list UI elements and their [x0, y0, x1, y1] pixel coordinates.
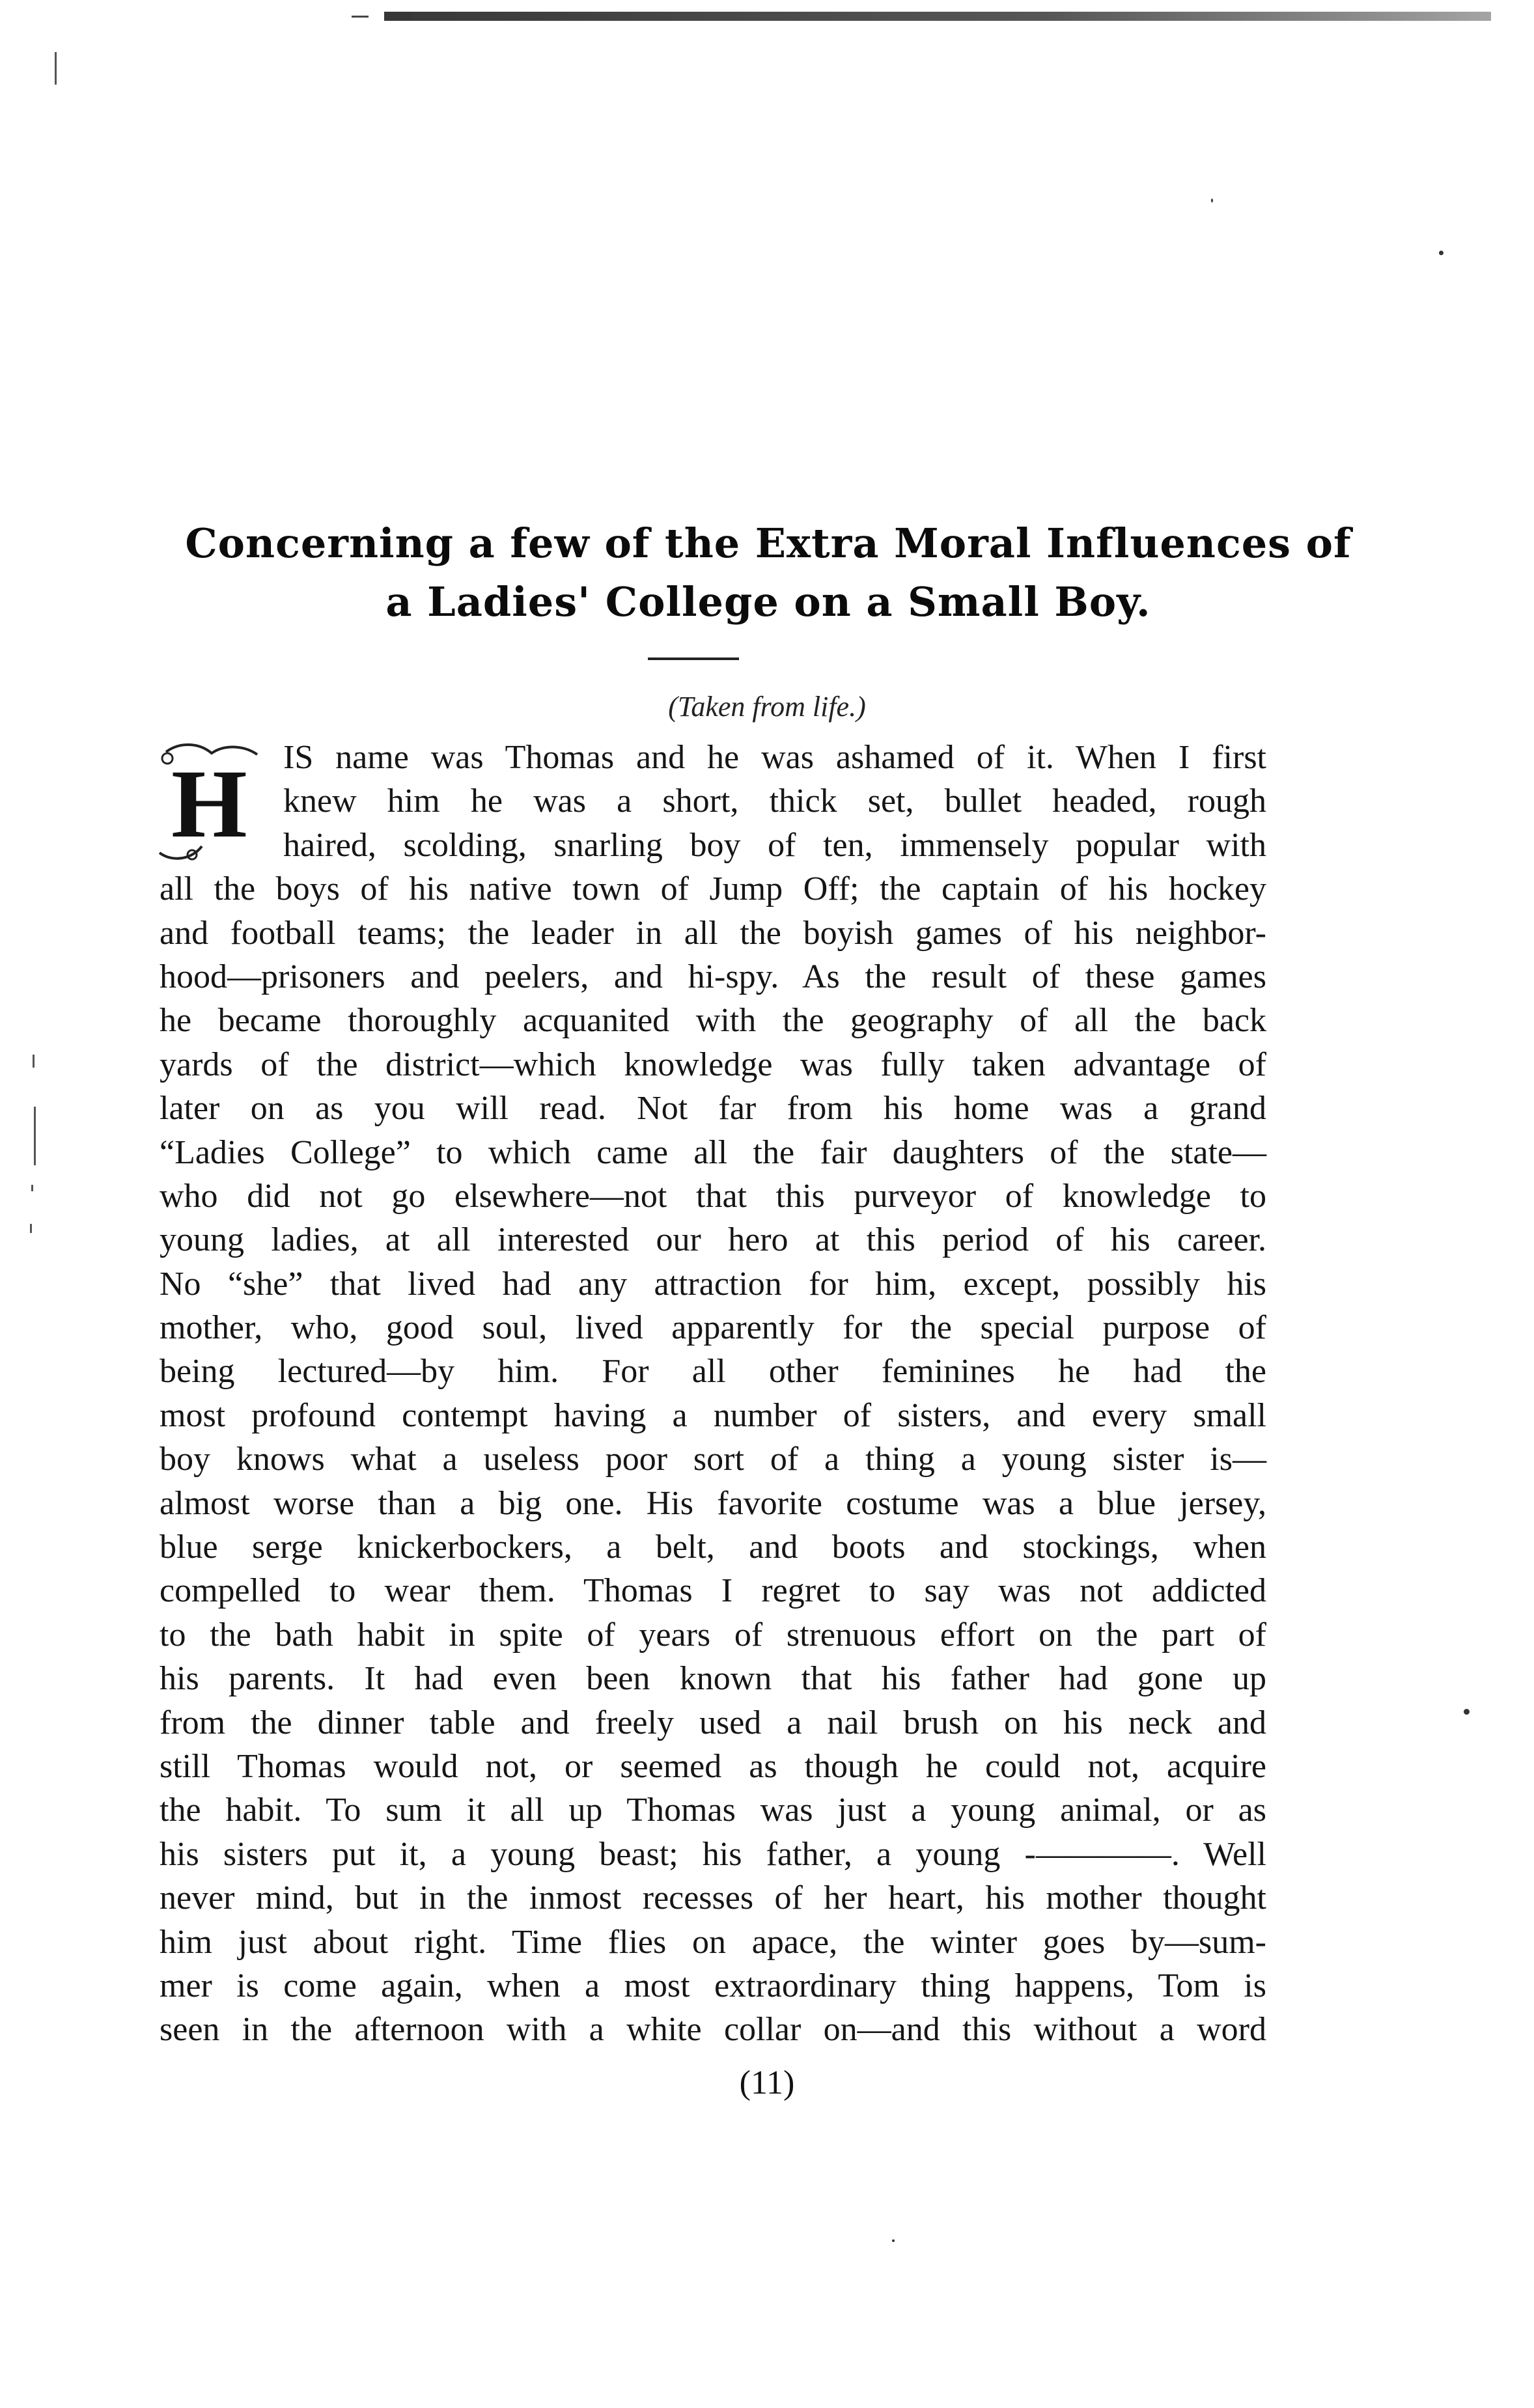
body-line-11: who did not go elsewhere—not that this purveyor of knowledge to	[160, 1177, 1266, 1215]
body-line-30: seen in the afternoon with a white collar on—and this without a word	[160, 2011, 1266, 2049]
body-line-16: most profound contempt having a number of sisters, and every small	[160, 1396, 1266, 1434]
body-line-10: “Ladies College” to which came all the fair daughters of the state—	[160, 1133, 1266, 1171]
top-border-rule	[384, 12, 1491, 21]
body-line-15: being lectured—by him. For all other feminines he had the	[160, 1353, 1266, 1391]
body-line-21: to the bath habit in spite of years of strenuous effort on the part of	[160, 1616, 1266, 1654]
body-line-19: blue serge knickerbockers, a belt, and boots and stockings, when	[160, 1529, 1266, 1566]
subtitle: (Taken from life.)	[668, 691, 866, 723]
body-line-22: his parents. It had even been known that his father had gone up	[160, 1660, 1266, 1698]
body-line-5: and football teams; the leader in all the boyish games of his neighbor-	[160, 914, 1266, 952]
margin-mark	[55, 52, 57, 85]
body-line-9: later on as you will read. Not far from his home was a grand	[160, 1090, 1266, 1128]
body-line-25: the habit. To sum it all up Thomas was just a young animal, or as	[160, 1792, 1266, 1829]
title-line-1: Concerning a few of the Extra Moral Influences of	[185, 519, 1352, 567]
scan-speck	[1464, 1709, 1470, 1715]
body-line-2: knew him he was a short, thick set, bullet headed, rough	[283, 782, 1266, 820]
margin-mark	[34, 1107, 36, 1165]
body-line-4: all the boys of his native town of Jump Off; the captain of his hockey	[160, 870, 1266, 908]
body-line-20: compelled to wear them. Thomas I regret to say was not addicted	[160, 1572, 1266, 1610]
dropcap-letter: H	[171, 750, 247, 858]
body-line-3: haired, scolding, snarling boy of ten, immensely popular with	[283, 826, 1266, 864]
scan-speck	[1439, 251, 1443, 255]
chapter-title	[117, 514, 1419, 631]
body-text	[160, 736, 1266, 2052]
margin-mark	[30, 1224, 32, 1233]
body-line-14: mother, who, good soul, lived apparently for the special purpose of	[160, 1309, 1266, 1347]
body-line-1: IS name was Thomas and he was ashamed of it. When I first	[283, 739, 1266, 776]
page-number: (11)	[739, 2064, 795, 2101]
body-line-24: still Thomas would not, or seemed as though he could not, acquire	[160, 1747, 1266, 1785]
body-line-17: boy knows what a useless poor sort of a thing a young sister is—	[160, 1441, 1266, 1478]
body-line-28: him just about right. Time flies on apace, the winter goes by—sum-	[160, 1923, 1266, 1961]
margin-mark	[33, 1055, 35, 1068]
scan-speck	[892, 2239, 895, 2242]
body-line-8: yards of the district—which knowledge was fully taken advantage of	[160, 1045, 1266, 1083]
title-divider	[648, 657, 739, 660]
body-line-6: hood—prisoners and peelers, and hi-spy. As the result of these games	[160, 958, 1266, 995]
margin-mark	[31, 1185, 33, 1191]
body-line-26: his sisters put it, a young beast; his father, a young -————. Well	[160, 1835, 1266, 1873]
body-line-7: he became thoroughly acquanited with the geography of all the back	[160, 1002, 1266, 1040]
body-line-27: never mind, but in the inmost recesses of her heart, his mother thought	[160, 1879, 1266, 1917]
body-line-18: almost worse than a big one. His favorite costume was a blue jersey,	[160, 1484, 1266, 1522]
body-line-12: young ladies, at all interested our hero at this period of his career.	[160, 1221, 1266, 1259]
scan-speck	[1211, 199, 1213, 202]
title-line-2: a Ladies' College on a Small Boy.	[385, 578, 1151, 626]
body-line-23: from the dinner table and freely used a nail brush on his neck and	[160, 1704, 1266, 1741]
body-line-29: mer is come again, when a most extraordinary thing happens, Tom is	[160, 1967, 1266, 2004]
body-line-13: No “she” that lived had any attraction for him, except, possibly his	[160, 1265, 1266, 1303]
